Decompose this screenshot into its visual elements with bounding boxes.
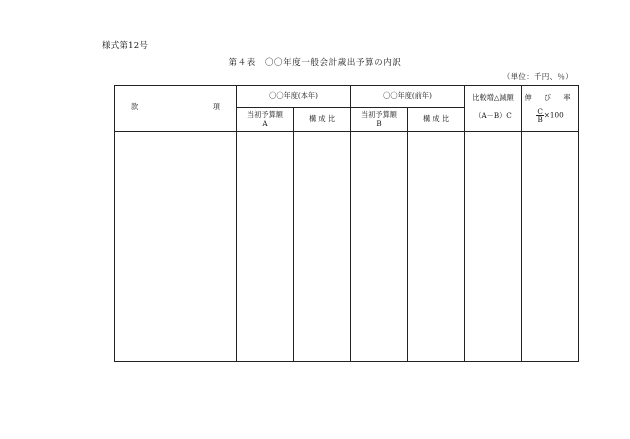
difference-header: 比較増△減額: [472, 93, 514, 102]
growth-rate-multiplier: ×100: [543, 110, 564, 120]
previous-year-header: 〇〇年度(前年): [351, 86, 465, 108]
growth-rate-denominator: B: [537, 115, 543, 125]
item-header-cell: [115, 86, 237, 132]
current-composition-ratio-header: 構 成 比: [294, 108, 351, 132]
table-body-row: [115, 132, 579, 362]
body-previous-budget-cell: [351, 132, 408, 362]
current-initial-budget-header: [237, 108, 294, 132]
budget-breakdown-table: [114, 85, 579, 362]
form-number: 様式第12号: [102, 41, 149, 51]
body-current-budget-cell: [237, 132, 294, 362]
difference-formula: （A－B）C: [474, 111, 512, 121]
body-current-ratio-cell: [294, 132, 351, 362]
current-year-header: 〇〇年度(本年): [237, 86, 351, 108]
body-difference-cell: [465, 132, 522, 362]
unit-note: （単位：千円、％）: [502, 72, 573, 81]
header-row-1: [115, 86, 579, 108]
growth-rate-numerator: C: [537, 107, 543, 117]
growth-rate-fraction: [536, 108, 544, 123]
body-growth-rate-cell: [522, 132, 579, 362]
difference-header-cell: [465, 86, 522, 132]
body-previous-ratio-cell: [408, 132, 465, 362]
previous-initial-budget-label: 当初予算額: [361, 110, 397, 120]
body-item-cell: [115, 132, 237, 362]
previous-initial-budget-header: [351, 108, 408, 132]
current-initial-budget-label: 当初予算額: [247, 110, 283, 120]
document-title: 第４表 〇〇年度一般会計歳出予算の内訳: [228, 58, 402, 68]
growth-rate-header-cell: [522, 86, 579, 132]
growth-rate-header: 伸 び 率: [524, 93, 576, 102]
growth-rate-formula: [522, 108, 578, 123]
current-initial-budget-letter: A: [262, 118, 268, 128]
previous-composition-ratio-header: 構 成 比: [408, 108, 465, 132]
item-header-kou: 項: [212, 102, 220, 111]
previous-initial-budget-letter: B: [376, 118, 382, 128]
item-header-kan: 款: [131, 102, 139, 111]
